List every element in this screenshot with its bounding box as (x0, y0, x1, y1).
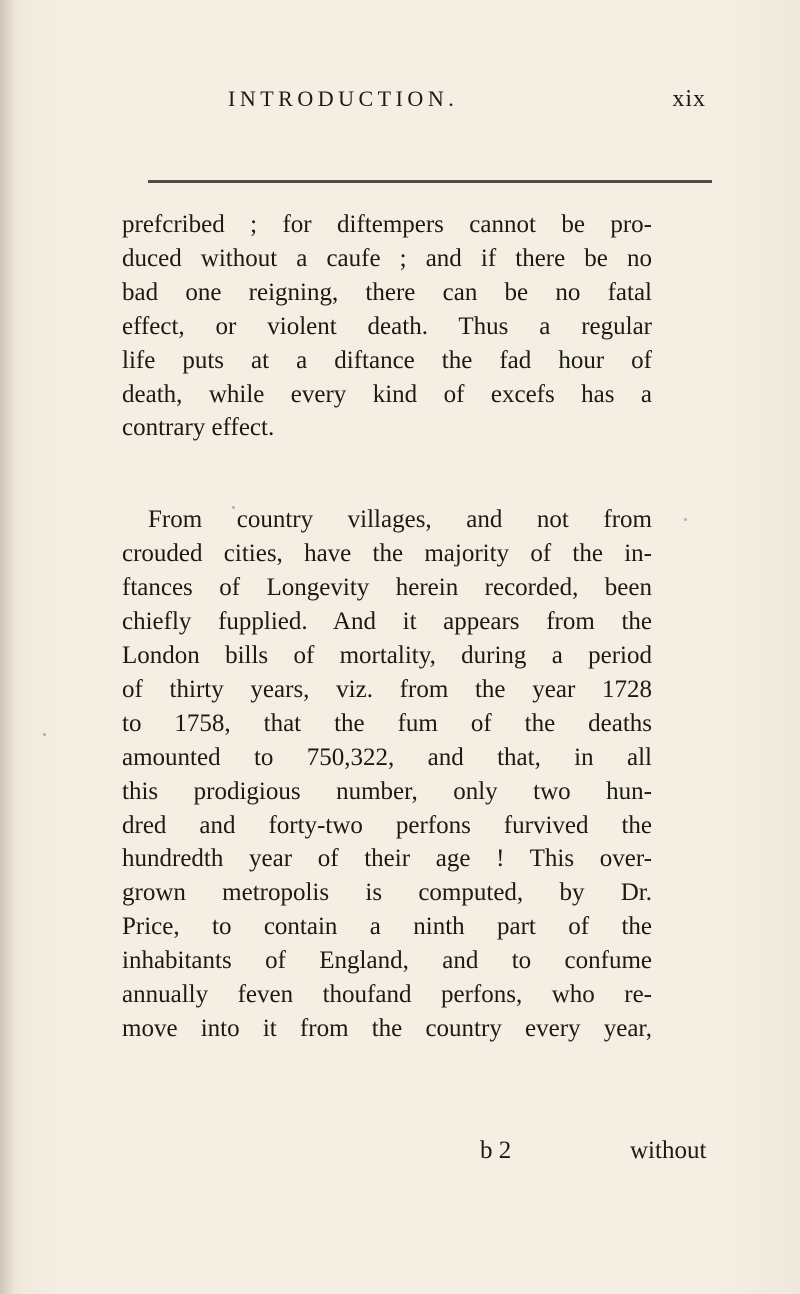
text-line: duced without a caufe ; and if there be no (122, 244, 652, 272)
text-line: From country villages, and not from (148, 506, 652, 534)
text-line: move into it from the country every year, (122, 1014, 652, 1042)
text-line: amounted to 750,322, and that, in all (122, 743, 652, 771)
text-line: this prodigious number, only two hun- (122, 777, 652, 805)
signature-mark: b 2 (480, 1137, 512, 1164)
text-line: London bills of mortality, during a period (122, 641, 652, 669)
catchword: without (630, 1137, 707, 1164)
text-line: annually feven thoufand perfons, who re- (122, 981, 652, 1009)
text-line: hundredth year of their age ! This over- (122, 845, 652, 873)
text-line: Price, to contain a ninth part of the (122, 913, 652, 941)
text-line: bad one reigning, there can be no fatal (122, 278, 652, 306)
paper-fleck (43, 733, 46, 736)
paper-fleck (232, 506, 235, 509)
paragraph-1 (122, 208, 652, 445)
header-rule (148, 180, 712, 183)
page-number: xix (672, 86, 706, 112)
text-line: contrary effect. (122, 414, 275, 442)
paragraph-2 (122, 503, 652, 1046)
running-head (150, 86, 710, 136)
text-line: to 1758, that the fum of the deaths (122, 709, 652, 737)
text-line: death, while every kind of excefs has a (122, 380, 652, 408)
text-line: prefcribed ; for diftempers cannot be pro- (122, 211, 652, 238)
text-line: chiefly fupplied. And it appears from the (122, 608, 652, 636)
text-line: ftances of Longevity herein recorded, been (122, 574, 652, 602)
text-line: dred and forty-two perfons furvived the (122, 811, 652, 839)
binding-shadow (0, 0, 14, 1294)
text-line: inhabitants of England, and to confume (122, 947, 652, 975)
running-title: INTRODUCTION. (228, 86, 459, 111)
text-line: life puts at a diftance the fad hour of (122, 346, 652, 374)
text-line: of thirty years, viz. from the year 1728 (122, 675, 652, 703)
paper-fleck (684, 518, 687, 521)
text-line: effect, or violent death. Thus a regular (122, 312, 652, 340)
text-line: grown metropolis is computed, by Dr. (122, 879, 652, 907)
text-line: crouded cities, have the majority of the in- (122, 540, 652, 568)
body-text (122, 208, 652, 1046)
